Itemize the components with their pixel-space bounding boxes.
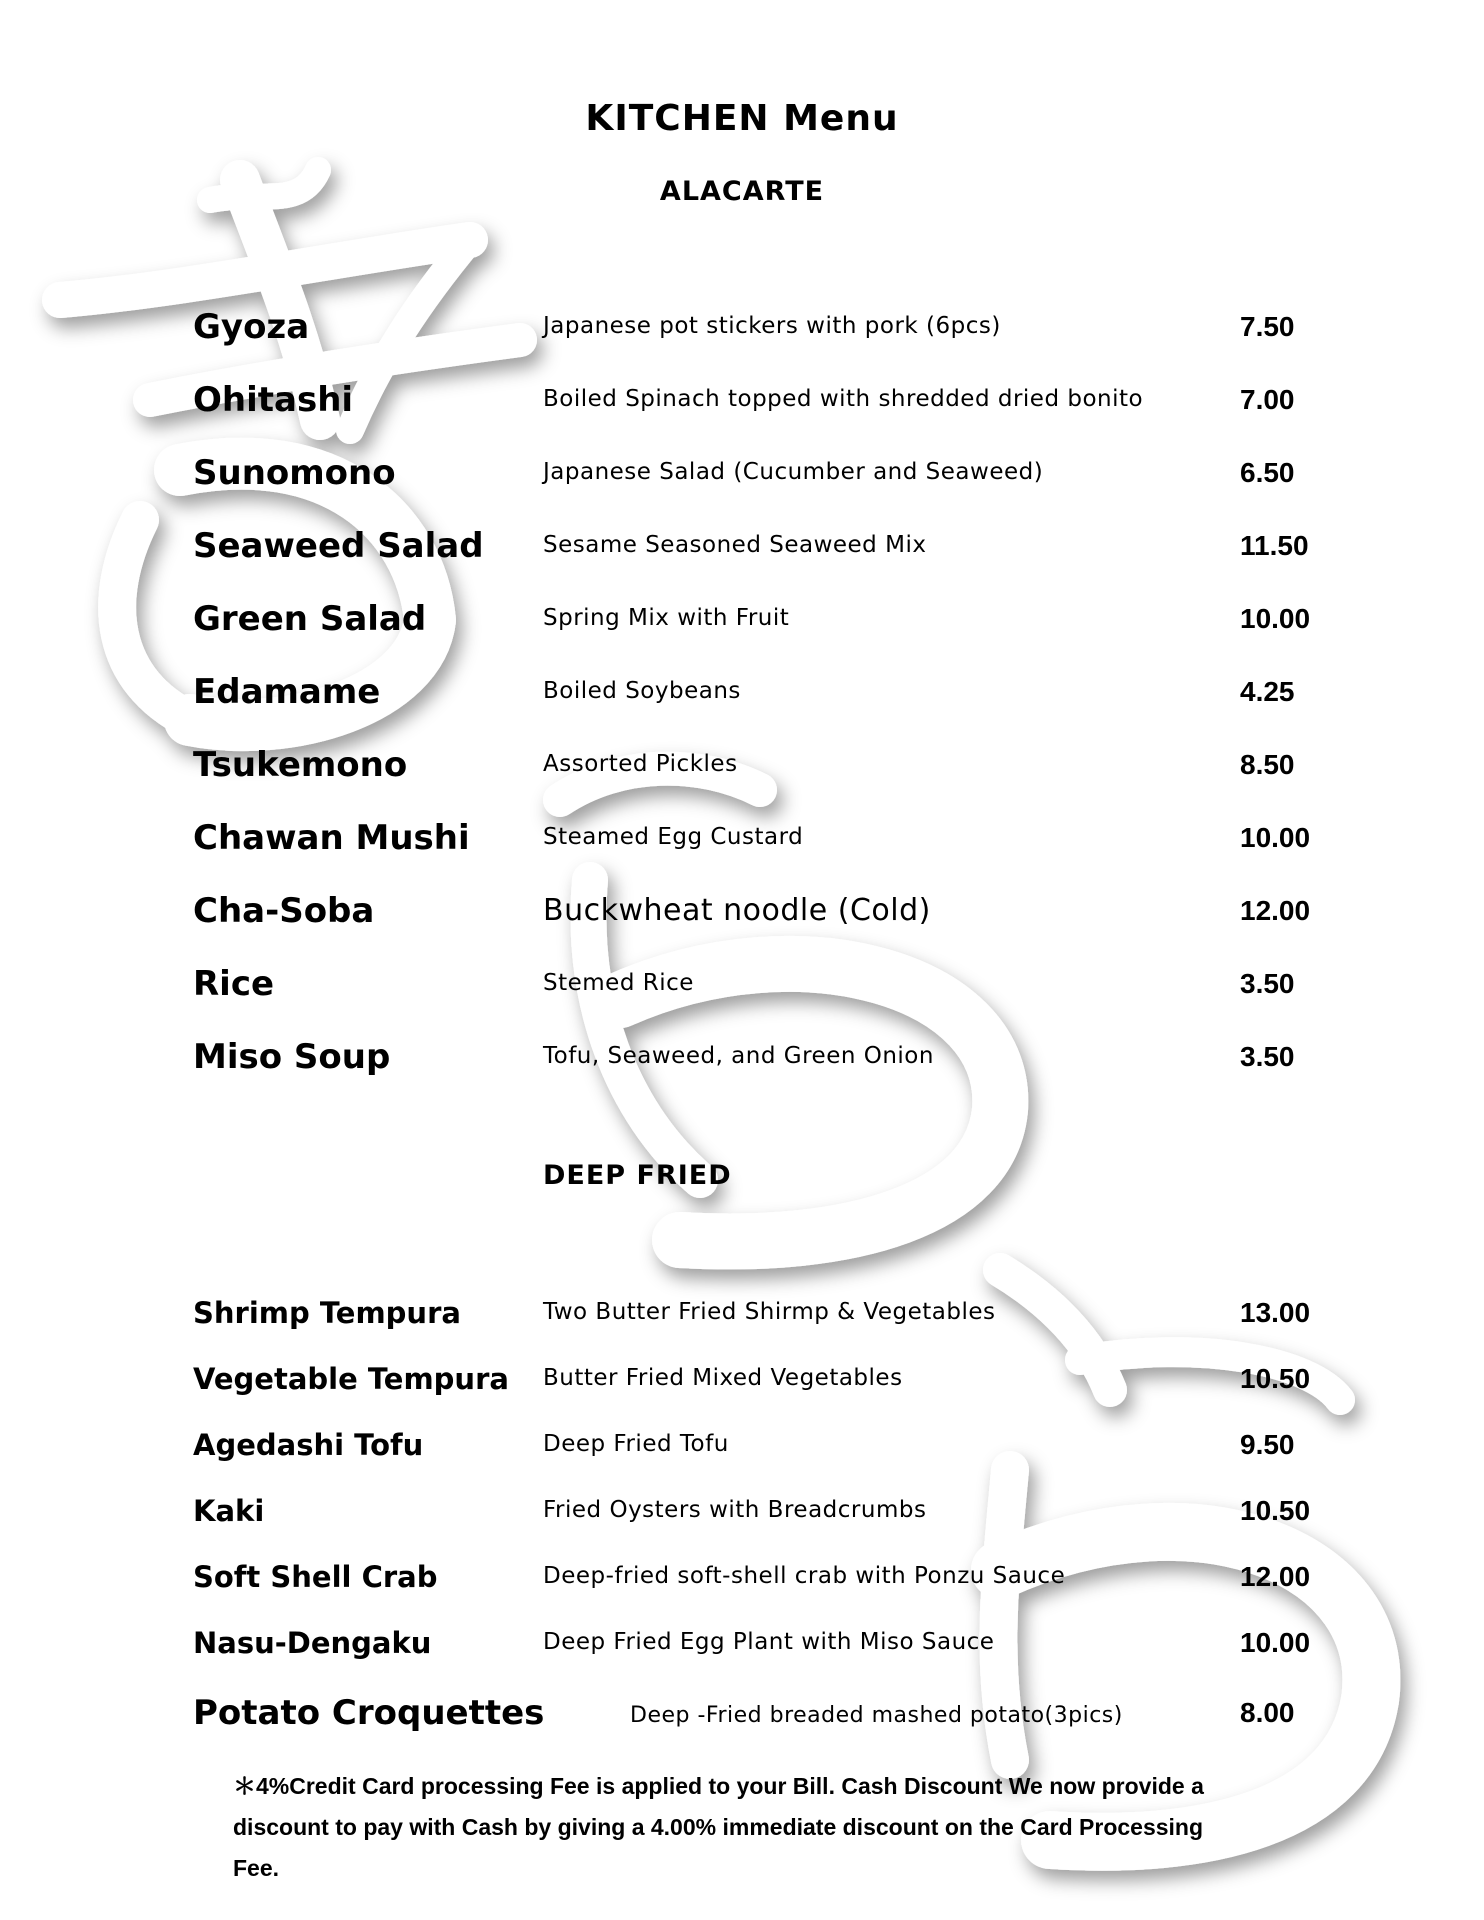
item-description: Tofu, Seaweed, and Green Onion	[543, 1043, 934, 1069]
item-name: Edamame	[193, 672, 381, 712]
item-price: 3.50	[1240, 968, 1295, 999]
item-price: 8.50	[1240, 749, 1295, 780]
item-name: Chawan Mushi	[193, 818, 470, 858]
item-name: Shrimp Tempura	[193, 1296, 461, 1330]
item-price: 10.00	[1240, 603, 1311, 634]
item-price: 10.50	[1240, 1363, 1311, 1394]
item-price: 12.00	[1240, 895, 1311, 926]
item-price: 6.50	[1240, 457, 1295, 488]
item-name: Rice	[193, 964, 275, 1004]
item-description: Assorted Pickles	[543, 751, 738, 777]
item-price: 13.00	[1240, 1297, 1311, 1328]
item-name: Vegetable Tempura	[193, 1362, 509, 1396]
item-name: Ohitashi	[193, 380, 354, 420]
item-description: Steamed Egg Custard	[543, 824, 804, 850]
item-description: Boiled Soybeans	[543, 678, 741, 704]
item-description: Butter Fried Mixed Vegetables	[543, 1365, 903, 1391]
item-price: 12.00	[1240, 1561, 1311, 1592]
item-name: Agedashi Tofu	[193, 1428, 424, 1462]
item-price: 10.00	[1240, 1627, 1311, 1658]
item-price: 11.50	[1240, 530, 1309, 561]
item-price: 9.50	[1240, 1429, 1295, 1460]
item-name: Miso Soup	[193, 1037, 391, 1077]
item-name: Kaki	[193, 1494, 265, 1528]
item-description: Deep -Fried breaded mashed potato(3pics)	[630, 1703, 1123, 1728]
section-heading-alacarte: ALACARTE	[659, 176, 825, 207]
item-name: Green Salad	[193, 599, 427, 639]
item-price: 4.25	[1240, 676, 1295, 707]
card-fee-footnote: ＊4%Credit Card processing Fee is applied to your Bill. Cash Discount We now provide a discount to pay with Cash by giving a 4.00% immediate discount on the Card Processing Fee.	[233, 1773, 1204, 1881]
item-price: 10.50	[1240, 1495, 1311, 1526]
item-name: Seaweed Salad	[193, 526, 484, 566]
item-description: Boiled Spinach topped with shredded dried bonito	[543, 386, 1144, 412]
item-description: Japanese Salad (Cucumber and Seaweed)	[543, 459, 1044, 485]
menu-title: KITCHEN Menu	[585, 98, 899, 139]
item-name: Potato Croquettes	[193, 1693, 545, 1733]
item-description: Spring Mix with Fruit	[543, 605, 790, 631]
item-description: Deep Fried Egg Plant with Miso Sauce	[543, 1629, 995, 1655]
item-price: 10.00	[1240, 822, 1311, 853]
item-name: Cha-Soba	[193, 891, 375, 931]
item-description: Buckwheat noodle (Cold)	[543, 893, 931, 928]
item-description: Sesame Seasoned Seaweed Mix	[543, 532, 927, 558]
item-description: Japanese pot stickers with pork (6pcs)	[543, 313, 1001, 339]
item-price: 3.50	[1240, 1041, 1295, 1072]
item-description: Two Butter Fried Shirmp & Vegetables	[543, 1299, 996, 1325]
item-price: 8.00	[1240, 1697, 1295, 1728]
item-name: Soft Shell Crab	[193, 1560, 438, 1594]
item-description: Stemed Rice	[543, 970, 694, 996]
item-description: Fried Oysters with Breadcrumbs	[543, 1497, 927, 1523]
item-price: 7.50	[1240, 311, 1295, 342]
item-name: Tsukemono	[193, 745, 408, 785]
item-name: Nasu-Dengaku	[193, 1626, 432, 1660]
item-price: 7.00	[1240, 384, 1295, 415]
item-name: Gyoza	[193, 307, 310, 347]
item-description: Deep Fried Tofu	[543, 1431, 729, 1457]
item-name: Sunomono	[193, 453, 396, 493]
item-description: Deep-fried soft-shell crab with Ponzu Sauce	[543, 1563, 1066, 1589]
section-heading-deep-fried: DEEP FRIED	[543, 1160, 732, 1191]
